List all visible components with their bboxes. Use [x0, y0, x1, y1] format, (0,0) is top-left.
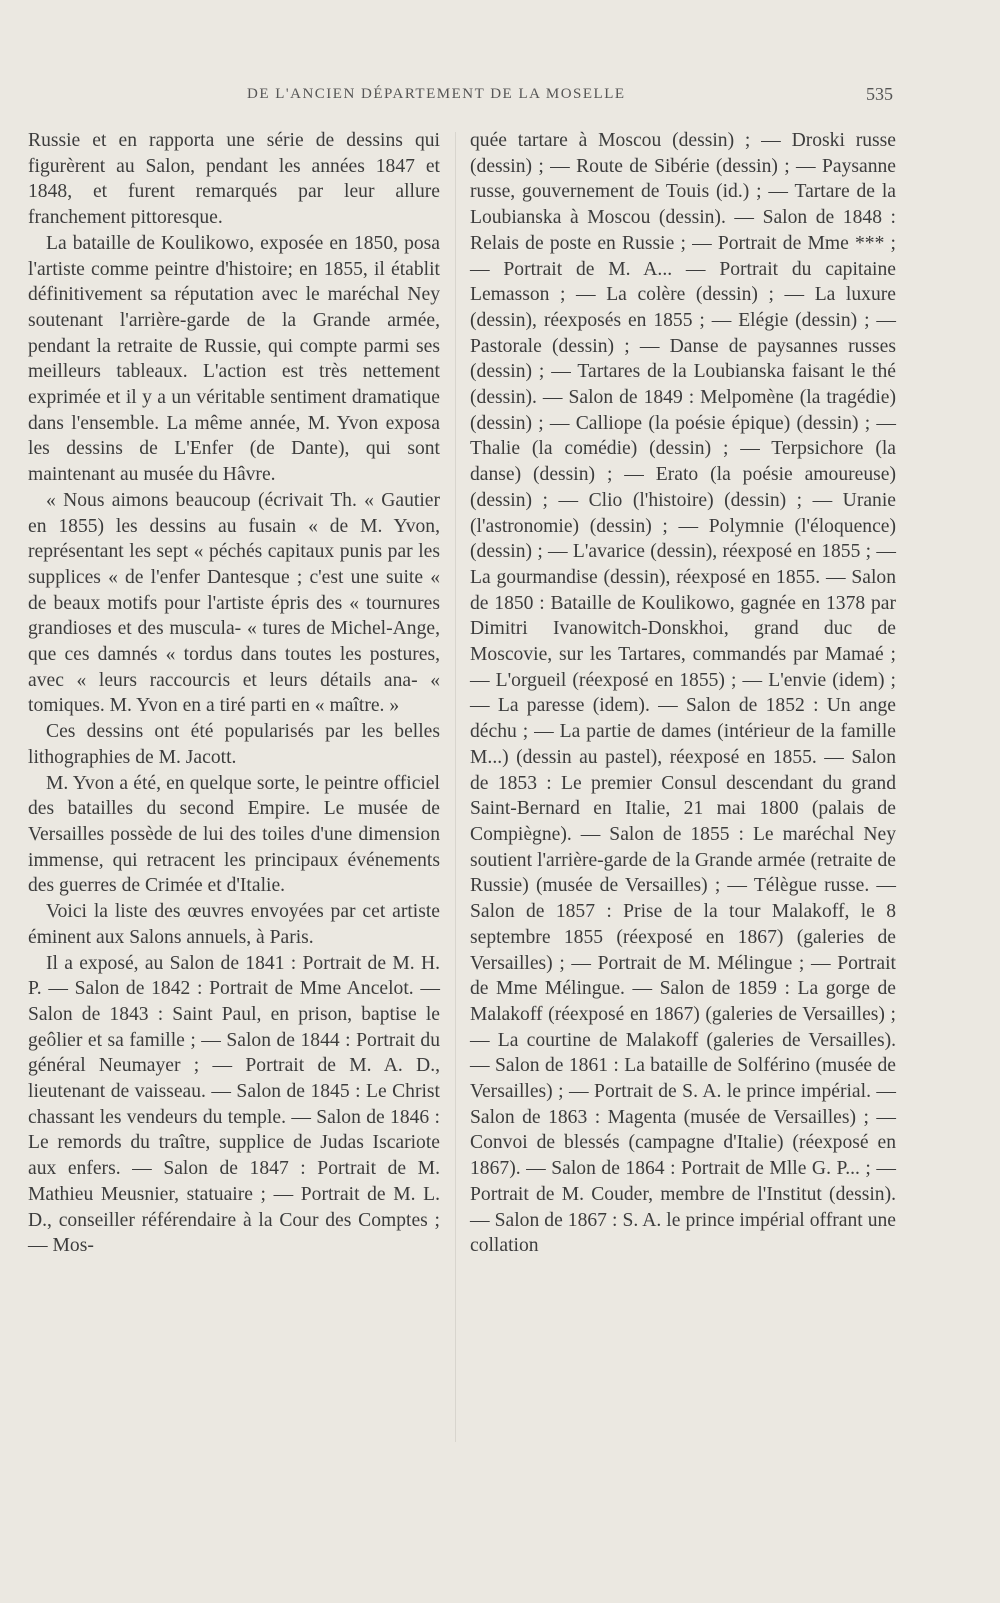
paragraph: quée tartare à Moscou (dessin) ; — Droski russe (dessin) ; — Route de Sibérie (dessin) ; — Paysanne russe, gouvernement de Touis (id.) ; — Tartare de la Loubianska à Moscou (dessin). — Salon de 1848 : Relais de poste en Russie ; — Portrait de Mme *** ; — Portrait de M. A... — Portrait du capitaine Lemasson ; — La colère (dessin) ; — La luxure (dessin), réexposés en 1855 ; — Elégie (dessin) ; — Pastorale (dessin) ; — Danse de paysannes russes (dessin) ; — Tartares de la Loubianska faisant le thé (dessin). — Salon de 1849 : Melpomène (la tragédie) (dessin) ; — Calliope (la poésie épique) (dessin) ; — Thalie (la comédie) (dessin) ; — Terpsichore (la danse) (dessin) ; — Erato (la poésie amoureuse) (dessin) ; — Clio (l'histoire) (dessin) ; — Uranie (l'astronomie) (dessin) ; — Polymnie (l'éloquence) (dessin) ; — L'avarice (dessin), réexposé en 1855 ; — La gourmandise (dessin), réexposé en 1855. — Salon de 1850 : Bataille de Koulikowo, gagnée en 1378 par Dimitri Ivanowitch-Donskhoi, grand duc de Moscovie, sur les Tartares, commandés par Mamaé ; — L'orgueil (réexposé en 1855) ; — L'envie (idem) ; — La paresse (idem). — Salon de 1852 : Un ange déchu ; — La partie de dames (intérieur de la famille M...) (dessin au pastel), réexposé en 1855. — Salon de 1853 : Le premier Consul descendant du grand Saint-Bernard en Italie, 21 mai 1800 (palais de Compiègne). — Salon de 1855 : Le maréchal Ney soutient l'arrière-garde de la Grande armée (retraite de Russie) (musée de Versailles) ; — Télègue russe. — Salon de 1857 : Prise de la tour Malakoff, le 8 septembre 1855 (réexposé en 1867) (galeries de Versailles) ; — Portrait de M. Mélingue ; — Portrait de Mme Mélingue. — Salon de 1859 : La gorge de Malakoff (réexposé en 1867) (galeries de Versailles) ; — La courtine de Malakoff (galeries de Versailles). — Salon de 1861 : La bataille de Solférino (musée de Versailles) ; — Portrait de S. A. le prince impérial. — Salon de 1863 : Magenta (musée de Versailles) ; — Convoi de blessés (campagne d'Italie) (réexposé en 1867). — Salon de 1864 : Portrait de Mlle G. P... ; — Portrait de M. Couder, membre de l'Institut (dessin). — Salon de 1867 : S. A. le prince impérial offrant une collation — [470, 130, 896, 1257]
left-column — [28, 128, 440, 1259]
paragraph: Voici la liste des œuvres envoyées par cet artiste éminent aux Salons annuels, à Paris. — [28, 901, 440, 948]
paragraph: Russie et en rapporta une série de dessins qui figurèrent au Salon, pendant les années 1847 et 1848, et furent remarqués par leur allure franchement pittoresque. — [28, 130, 440, 229]
running-title: DE L'ANCIEN DÉPARTEMENT DE LA MOSELLE — [247, 86, 626, 102]
right-column — [470, 128, 896, 1259]
paragraph: Il a exposé, au Salon de 1841 : Portrait de M. H. P. — Salon de 1842 : Portrait de Mme Ancelot. — Salon de 1843 : Saint Paul, en prison, baptise le geôlier et sa famille ; — Salon de 1844 : Portrait du général Neumayer ; — Portrait de M. A. D., lieutenant de vaisseau. — Salon de 1845 : Le Christ chassant les vendeurs du temple. — Salon de 1846 : Le remords du traître, supplice de Judas Iscariote aux enfers. — Salon de 1847 : Portrait de M. Mathieu Meusnier, statuaire ; — Portrait de M. L. D., conseiller référendaire à la Cour des Comptes ; — Mos- — [28, 952, 440, 1257]
running-header — [0, 86, 1000, 116]
page-number: 535 — [866, 84, 893, 104]
paragraph: La bataille de Koulikowo, exposée en 1850, posa l'artiste comme peintre d'histoire; en 1855, il établit définitivement sa réputation avec le maréchal Ney soutenant l'arrière-garde de la Grande armée, pendant la retraite de Russie, qui compte parmi ses meilleurs tableaux. L'action est très nettement exprimée et il y a un véritable sentiment dramatique dans l'ensemble. La même année, M. Yvon exposa les dessins de L'Enfer (de Dante), qui sont maintenant au musée du Hâvre. — [28, 232, 440, 486]
paragraph: Ces dessins ont été popularisés par les belles lithographies de M. Jacott. — [28, 721, 440, 768]
column-divider — [455, 132, 456, 1442]
paragraph: M. Yvon a été, en quelque sorte, le peintre officiel des batailles du second Empire. Le musée de Versailles possède de lui des toiles d'une dimension immense, qui retracent les principaux événements des guerres de Crimée et d'Italie. — [28, 772, 440, 897]
quotation-paragraph: « Nous aimons beaucoup (écrivait Th. « Gautier en 1855) les dessins au fusain « de M. Yvon, représentant les sept « péchés capitaux punis par les supplices « de l'enfer Dantesque ; c'est une suite « de beaux motifs pour l'artiste épris des « tournures grandioses et des muscula- « tures de Michel-Ange, que ces damnés « tordus dans toutes les postures, avec « leurs raccourcis et leurs détails ana- « tomiques. M. Yvon en a tiré parti en « maître. » — [28, 489, 440, 717]
